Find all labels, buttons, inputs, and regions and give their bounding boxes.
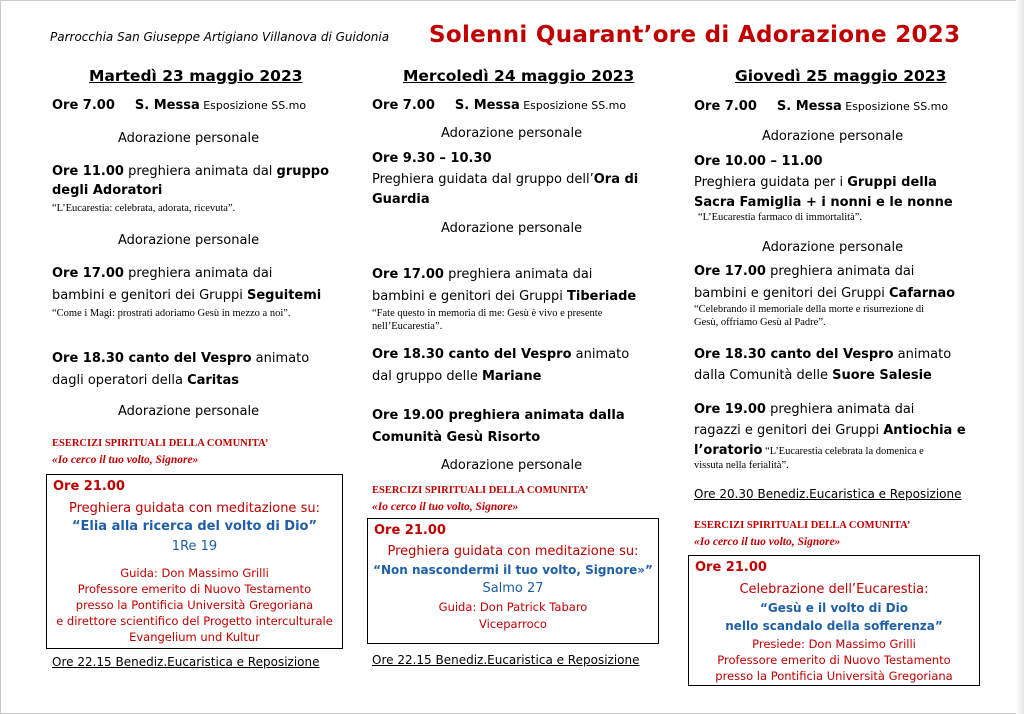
adoration-label: Adorazione personale — [118, 404, 260, 419]
event-text: animato — [251, 351, 310, 366]
event-line — [372, 287, 636, 307]
event-quote: “L’Eucarestia celebrata la domenica e — [762, 446, 924, 457]
event-quote: “Celebrando il memoriale della morte e risurrezione di — [694, 304, 925, 315]
adoration-label: Adorazione personale — [762, 129, 904, 144]
event-line: Ore 19.00 preghiera animata dalla — [372, 408, 625, 423]
day-date: Giovedì 25 maggio 2023 — [735, 67, 947, 85]
event-time: Ore 19.00 — [694, 402, 766, 417]
mass-line — [52, 96, 306, 116]
event-text: bambini e genitori dei Gruppi — [52, 288, 247, 303]
event-text: preghiera animata dai — [443, 267, 593, 282]
event-text: preghiera animata dai — [123, 266, 273, 281]
evening-box — [46, 474, 343, 649]
exercises-subtitle: «Io cerco il tuo volto, Signore» — [694, 536, 841, 548]
adoration-label: Adorazione personale — [441, 221, 583, 236]
page-edge-shadow — [1016, 0, 1024, 714]
box-line: Preghiera guidata con meditazione su: — [69, 501, 320, 516]
box-line: Professore emerito di Nuovo Testamento — [77, 582, 312, 596]
box-line: Preghiera guidata con meditazione su: — [387, 544, 639, 559]
adoration-label: Adorazione personale — [441, 126, 583, 141]
day-date: Martedì 23 maggio 2023 — [89, 67, 303, 85]
event-line — [52, 286, 321, 306]
event-quote: nell’Eucarestia”. — [372, 321, 443, 332]
mass-line — [372, 96, 626, 116]
event-line — [694, 421, 966, 441]
mass-time: Ore 7.00 — [694, 99, 757, 114]
page-title: Solenni Quarant’ore di Adorazione 2023 — [429, 22, 961, 48]
box-meditation-title: “Non nascondermi il tuo volto, Signore»” — [373, 563, 653, 577]
closing-line: Ore 20.30 Benediz.Eucaristica e Reposizione — [694, 487, 962, 501]
event-line — [372, 367, 541, 387]
mass-time: Ore 7.00 — [52, 98, 115, 113]
event-text: Preghiera guidata dal gruppo dell’ — [372, 172, 594, 187]
event-time: Ore 18.30 — [372, 347, 444, 362]
event-group: Gruppi della — [847, 175, 937, 190]
event-group: l’oratorio — [694, 443, 763, 458]
box-line: e direttore scientifico del Progetto interculturale — [56, 614, 333, 628]
event-time: Ore 17.00 — [52, 266, 124, 281]
event-line — [694, 173, 937, 193]
event-quote: “Fate questo in memoria di me: Gesù è vivo e presente — [372, 308, 603, 319]
exercises-subtitle: «Io cerco il tuo volto, Signore» — [52, 454, 199, 466]
box-line: presso la Pontificia Università Gregoriana — [75, 598, 314, 612]
event-text: bambini e genitori dei Gruppi — [694, 286, 889, 301]
box-guide: Guida: Don Patrick Tabaro — [438, 600, 588, 614]
event-group-line: degli Adoratori — [52, 183, 163, 198]
mass-label: S. Messa — [134, 98, 200, 113]
box-time: Ore 21.00 — [374, 523, 446, 538]
adoration-label: Adorazione personale — [118, 131, 260, 146]
event-line — [694, 284, 955, 304]
event-group-line: Sacra Famiglia + i nonni e le nonne — [694, 195, 953, 210]
event-group: gruppo — [276, 164, 330, 179]
event-text: preghiera animata dai — [765, 264, 915, 279]
closing-line: Ore 22.15 Benediz.Eucaristica e Reposizione — [372, 653, 640, 667]
event-line — [372, 345, 629, 365]
box-guide: Presiede: Don Massimo Grilli — [752, 637, 916, 651]
event-time: Ore 18.30 — [694, 347, 766, 362]
event-group: Cafarnao — [889, 286, 956, 301]
closing-line: Ore 22.15 Benediz.Eucaristica e Reposizione — [52, 655, 320, 669]
mass-label: S. Messa — [454, 98, 520, 113]
mass-exposition: Esposizione SS.mo — [519, 99, 627, 112]
event-line — [694, 262, 914, 282]
exercises-subtitle: «Io cerco il tuo volto, Signore» — [372, 501, 519, 513]
event-group: Caritas — [187, 373, 239, 388]
event-group-line: Guardia — [372, 192, 430, 207]
adoration-label: Adorazione personale — [441, 458, 583, 473]
event-text: animato — [893, 347, 952, 362]
mass-time: Ore 7.00 — [372, 98, 435, 113]
event-line — [694, 441, 924, 461]
event-quote: “L’Eucarestia: celebrata, adorata, ricevuta”. — [52, 203, 236, 214]
event-text: preghiera animata dal — [123, 164, 277, 179]
event-group: Seguitemi — [247, 288, 322, 303]
mass-line — [694, 97, 948, 117]
event-text: preghiera animata dai — [765, 402, 915, 417]
box-meditation-title: “Gesù e il volto di Dio — [760, 601, 908, 615]
box-line: Evangelium und Kultur — [129, 630, 260, 644]
event-group: Ora di — [593, 172, 639, 187]
box-line: Viceparroco — [479, 617, 547, 631]
event-line — [52, 349, 309, 369]
event-title: canto del Vespro — [123, 351, 252, 366]
event-group: Tiberiade — [567, 289, 637, 304]
exercises-heading: ESERCIZI SPIRITUALI DELLA COMUNITA’ — [372, 485, 589, 496]
evening-box — [688, 555, 980, 686]
event-time: Ore 17.00 — [372, 267, 444, 282]
event-group-line: Comunità Gesù Risorto — [372, 430, 541, 445]
box-time: Ore 21.00 — [695, 560, 767, 575]
event-quote: “L’Eucarestia farmaco di immortalità”. — [698, 212, 863, 223]
day-date: Mercoledì 24 maggio 2023 — [403, 67, 635, 85]
box-guide: Guida: Don Massimo Grilli — [120, 566, 269, 580]
event-text: ragazzi e genitori dei Gruppi — [694, 423, 884, 438]
mass-exposition: Esposizione SS.mo — [841, 100, 949, 113]
event-time: Ore 11.00 — [52, 164, 124, 179]
event-text: dagli operatori della — [52, 373, 188, 388]
event-time: Ore 17.00 — [694, 264, 766, 279]
exercises-heading: ESERCIZI SPIRITUALI DELLA COMUNITA’ — [694, 520, 911, 531]
event-line — [52, 162, 329, 182]
event-text: bambini e genitori dei Gruppi — [372, 289, 567, 304]
event-text: dalla Comunità delle — [694, 368, 833, 383]
event-text: animato — [571, 347, 630, 362]
box-line: Professore emerito di Nuovo Testamento — [717, 653, 951, 667]
box-line: presso la Pontificia Università Gregoriana — [715, 669, 953, 683]
event-line — [372, 170, 638, 190]
event-time: Ore 18.30 — [52, 351, 124, 366]
event-line — [52, 264, 272, 284]
box-reference: 1Re 19 — [171, 539, 218, 554]
event-text: dal gruppo delle — [372, 369, 482, 384]
event-time: Ore 10.00 – 11.00 — [694, 154, 823, 169]
event-time: Ore 9.30 – 10.30 — [372, 151, 492, 166]
event-group: Mariane — [482, 369, 542, 384]
event-title: canto del Vespro — [443, 347, 572, 362]
box-line: Celebrazione dell’Eucarestia: — [739, 582, 929, 597]
event-line — [694, 366, 932, 386]
event-text: Preghiera guidata per i — [694, 175, 848, 190]
event-group: Suore Salesie — [832, 368, 932, 383]
exercises-heading: ESERCIZI SPIRITUALI DELLA COMUNITA’ — [52, 438, 269, 449]
adoration-label: Adorazione personale — [118, 233, 260, 248]
event-quote: vissuta nella ferialità”. — [694, 460, 789, 471]
box-meditation-title: nello scandalo della sofferenza” — [725, 619, 943, 633]
event-line — [694, 345, 951, 365]
event-title: canto del Vespro — [765, 347, 894, 362]
adoration-label: Adorazione personale — [762, 240, 904, 255]
event-group: Antiochia e — [883, 423, 966, 438]
event-line — [372, 265, 592, 285]
mass-label: S. Messa — [776, 99, 842, 114]
event-line — [52, 371, 239, 391]
parish-name: Parrocchia San Giuseppe Artigiano Villanova di Guidonia — [50, 30, 390, 44]
event-quote: Gesù, offriamo Gesù al Padre”. — [694, 317, 826, 328]
box-reference: Salmo 27 — [482, 581, 544, 596]
box-meditation-title: “Elia alla ricerca del volto di Dio” — [71, 519, 318, 534]
event-quote: “Come i Magi: prostrati adoriamo Gesù in mezzo a noi”. — [52, 308, 291, 319]
box-time: Ore 21.00 — [53, 479, 125, 494]
event-line — [694, 400, 914, 420]
mass-exposition: Esposizione SS.mo — [199, 99, 307, 112]
evening-box — [367, 518, 659, 644]
